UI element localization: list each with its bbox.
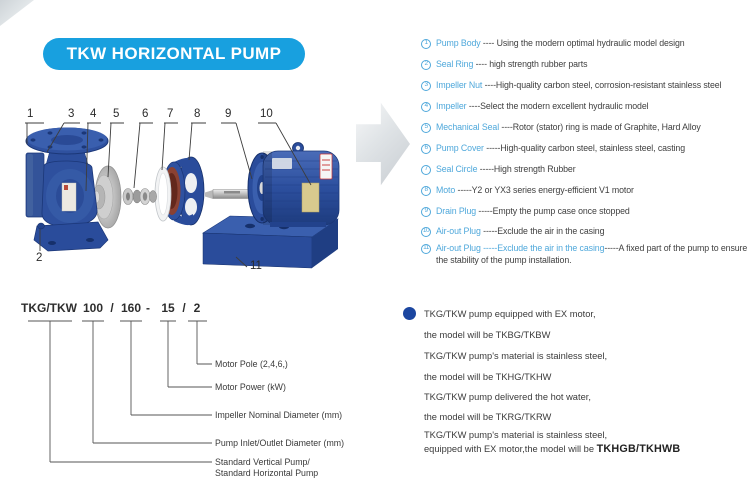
note-line-8: equipped with EX motor,the model will be TKHGB/TKHWB — [424, 443, 681, 455]
parts-list-item-6: 6 Pump Cover -----High-quality carbon steel, stainless steel, casting — [421, 143, 756, 155]
model-token-series: TKG/TKW — [21, 301, 77, 315]
callout-6: 6 — [142, 108, 149, 120]
note-line-4: the model will be TKHG/TKHW — [424, 372, 552, 382]
callout-2: 2 — [36, 252, 43, 264]
callout-7: 7 — [167, 108, 174, 120]
page-title: TKW HORIZONTAL PUMP — [66, 44, 282, 63]
impeller — [93, 166, 121, 228]
label-inlet-outlet-diameter: Pump Inlet/Outlet Diameter (mm) — [215, 438, 345, 448]
callout-9: 9 — [225, 108, 232, 120]
parts-list-item-11: 11 Air-out Plug -----Exclude the air in the casing-----A fixed part of the pump to ensure the stability of the pump installation. — [421, 243, 756, 266]
note-line-5: TKG/TKW pump delivered the hot water, — [424, 392, 591, 402]
model-token-power: 15 — [161, 301, 175, 315]
model-token-inlet: 100 — [82, 301, 104, 315]
note-line-3: TKG/TKW pump's material is stainless steel, — [424, 351, 608, 361]
parts-list-item-10: 10 Air-out Plug -----Exclude the air in the casing — [422, 226, 605, 236]
circled-number: 8 — [421, 186, 431, 196]
note-line-6: the model will be TKRG/TKRW — [424, 412, 552, 422]
mechanical-seal — [123, 189, 157, 205]
parts-list-item-3: 3 Impeller Nut ----High-quality carbon steel, corrosion-resistant stainless steel — [421, 80, 756, 92]
circled-number: 4 — [421, 102, 431, 112]
model-token-slash1: / — [110, 301, 114, 315]
parts-list-item-8: 8 Moto -----Y2 or YX3 series energy-efficient V1 motor — [421, 185, 756, 197]
nomenclature-lines-svg — [15, 300, 230, 480]
parts-list-item-9: 9 Drain Plug -----Empty the pump case once stopped — [421, 206, 756, 218]
circled-number: 11 — [421, 244, 431, 254]
model-token-impeller: 160 — [120, 301, 142, 315]
parts-list-item-4: 4 Impeller ----Select the modern excellent hydraulic model — [421, 101, 756, 113]
label-series-line1: Standard Vertical Pump/ — [215, 457, 310, 467]
label-impeller-diameter: Impeller Nominal Diameter (mm) — [215, 410, 343, 420]
bold-model-code: TKHGB/TKHWB — [596, 443, 681, 455]
callout-3: 3 — [68, 108, 75, 120]
callout-1: 1 — [27, 108, 34, 120]
circled-number: 7 — [421, 165, 431, 175]
model-token-dash: - — [146, 301, 150, 315]
model-token-slash2: / — [182, 301, 186, 315]
seal-circle — [155, 167, 171, 221]
note-line-2: the model will be TKBG/TKBW — [424, 330, 551, 340]
circled-number: 1 — [421, 39, 431, 49]
callout-5: 5 — [113, 108, 120, 120]
corner-decoration — [0, 0, 34, 26]
circled-number: 6 — [421, 144, 431, 154]
parts-list-item-7: 7 Seal Circle -----High strength Rubber — [421, 164, 756, 176]
label-motor-pole: Motor Pole (2,4,6,) — [215, 359, 288, 369]
callout-4: 4 — [90, 108, 97, 120]
parts-list-item-5: 5 Mechanical Seal ----Rotor (stator) ring is made of Graphite, Hard Alloy — [421, 122, 756, 134]
circled-number: 3 — [421, 81, 431, 91]
motor — [248, 143, 339, 228]
parts-list-item-2: 2 Seal Ring ---- high strength rubber parts — [421, 59, 756, 71]
model-token-pole: 2 — [193, 301, 201, 315]
bullet-circle — [403, 307, 416, 320]
callout-8: 8 — [194, 108, 201, 120]
circled-number: 5 — [421, 123, 431, 133]
callout-10: 10 — [260, 108, 273, 120]
note-line-7: TKG/TKW pump's material is stainless steel, — [424, 430, 608, 440]
circled-number: 9 — [421, 207, 431, 217]
circled-number: 10 — [421, 227, 431, 237]
callout-11: 11 — [250, 260, 262, 272]
note-line-1: TKG/TKW pump equipped with EX motor, — [424, 309, 596, 319]
label-motor-power: Motor Power (kW) — [215, 382, 286, 392]
label-series-line2: Standard Horizontal Pump — [215, 468, 319, 478]
parts-list-item-1: 1 Pump Body ---- Using the modern optimal hydraulic model design — [421, 38, 756, 50]
motor-shaft — [205, 190, 254, 200]
title-banner — [43, 38, 305, 70]
circled-number: 2 — [421, 60, 431, 70]
